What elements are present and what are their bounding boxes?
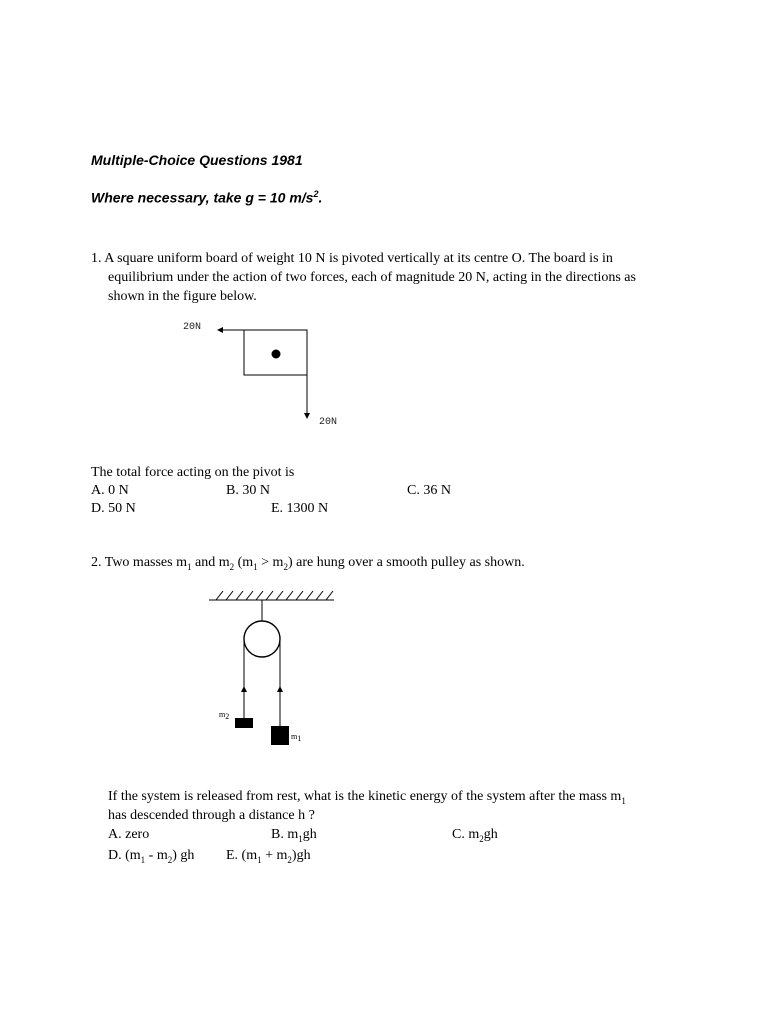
mass-m1-label <box>291 732 301 743</box>
ceiling-hatch-mark <box>236 591 243 600</box>
q2-intro-sub: 1 <box>186 561 192 572</box>
q2-intro-sub: 1 <box>253 561 258 572</box>
ceiling-hatch-mark <box>286 591 293 600</box>
q1-option-c: C. 36 N <box>407 483 451 498</box>
q1-option-e: E. 1300 N <box>271 501 329 516</box>
q2-intro-text: > m <box>257 555 284 570</box>
q2-option-d <box>108 846 194 870</box>
q2-intro-text: 2. Two masses m <box>91 555 187 570</box>
q2-option-d-text: - m <box>145 848 168 863</box>
ceiling-hatch-mark <box>226 591 233 600</box>
mass-m2-block <box>235 718 253 728</box>
q1-option-b: B. 30 N <box>226 483 270 498</box>
q1-line-3: shown in the figure below. <box>108 289 257 304</box>
ceiling-hatch-mark <box>256 591 263 600</box>
q2-option-e-sub: 1 <box>257 854 262 865</box>
g-note-exponent: 2 <box>313 189 319 199</box>
q2-option-a: A. zero <box>108 827 150 842</box>
mass-m2-letter: m <box>219 710 226 719</box>
q2-option-d-text: ) gh <box>172 848 195 863</box>
q1-line-2: equilibrium under the action of two forces, each of magnitude 20 N, acting in the directions as <box>108 270 636 285</box>
ceiling-hatch-mark <box>246 591 253 600</box>
q1-option-d: D. 50 N <box>91 501 136 516</box>
q2-intro-text: and m <box>191 555 230 570</box>
q2-option-e-text: E. (m <box>226 848 258 863</box>
ceiling-hatch-mark <box>326 591 333 600</box>
q2-option-e-sub: 2 <box>287 854 292 865</box>
mass-m2-label <box>219 710 229 721</box>
q2-pulley-figure <box>209 591 334 745</box>
q2-intro <box>91 553 525 577</box>
q2-option-d-sub: 1 <box>140 854 146 865</box>
q2-question-sub: 1 <box>621 795 626 806</box>
q1-board-figure <box>218 330 307 418</box>
ceiling-hatch-mark <box>306 591 313 600</box>
q2-intro-text: ) are hung over a smooth pulley as shown. <box>287 555 525 570</box>
mass-m2-subscript: 2 <box>225 712 230 721</box>
q2-option-c <box>452 825 498 849</box>
mass-m1-block <box>271 726 289 745</box>
q2-option-e-text: + m <box>261 848 288 863</box>
pivot-point <box>272 350 281 359</box>
ceiling-hatch-mark <box>276 591 283 600</box>
q2-question-text: If the system is released from rest, what is the kinetic energy of the system after the mass m <box>108 789 622 804</box>
q2-option-e <box>226 846 311 870</box>
q2-question-line-2: has descended through a distance h ? <box>108 808 315 823</box>
ceiling-hatch-mark <box>296 591 303 600</box>
ceiling-hatching <box>216 591 333 600</box>
force-left-label: 20N <box>183 322 202 333</box>
q2-option-d-sub: 2 <box>167 854 173 865</box>
ceiling-hatch-mark <box>316 591 323 600</box>
ceiling-hatch-mark <box>266 591 273 600</box>
q2-option-c-sub: 2 <box>479 833 484 844</box>
q1-line-1: 1. A square uniform board of weight 10 N is pivoted vertically at its centre O. The board is in <box>91 251 613 266</box>
g-note-suffix: . <box>318 189 323 206</box>
q2-intro-text: (m <box>234 555 254 570</box>
q2-option-b-text: B. m <box>271 827 299 842</box>
q1-option-a: A. 0 N <box>91 483 129 498</box>
g-note-text: Where necessary, take g = 10 m/s <box>91 189 314 206</box>
q2-intro-sub: 2 <box>229 561 235 572</box>
mass-m1-subscript: 1 <box>297 734 302 743</box>
q2-option-c-text: C. m <box>452 827 480 842</box>
q2-intro-sub: 2 <box>283 561 288 572</box>
q2-option-b-text: gh <box>302 827 317 842</box>
page-title: Multiple-Choice Questions 1981 <box>91 152 303 168</box>
q2-option-d-text: D. (m <box>108 848 141 863</box>
q1-stem: The total force acting on the pivot is <box>91 465 295 480</box>
force-down-label: 20N <box>319 417 338 428</box>
q2-option-b-sub: 1 <box>298 833 303 844</box>
ceiling-hatch-mark <box>216 591 223 600</box>
mass-m1-letter: m <box>291 732 298 741</box>
q2-option-e-text: )gh <box>291 848 311 863</box>
q2-option-c-text: gh <box>483 827 498 842</box>
pulley-wheel <box>244 621 280 657</box>
